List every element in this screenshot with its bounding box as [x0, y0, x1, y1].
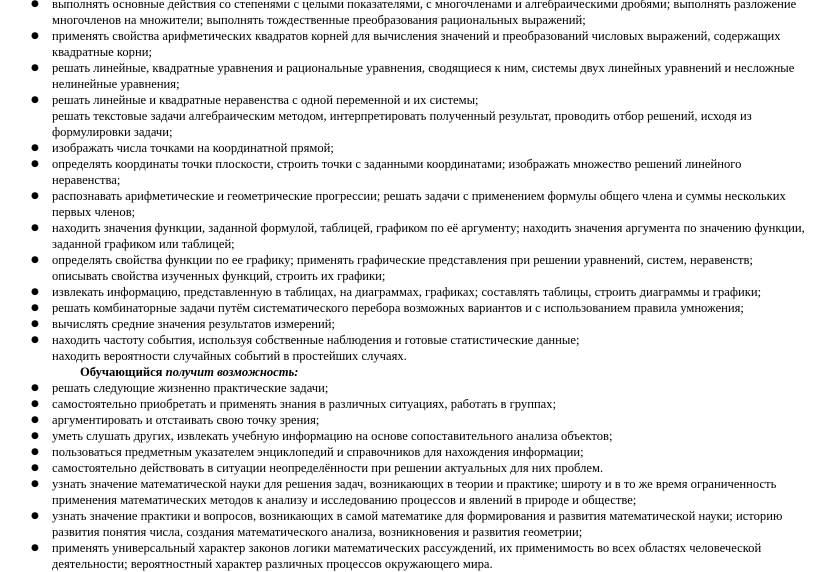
- list-item-continuation: решать текстовые задачи алгебраическим методом, интерпретировать полученный результат, проводить отбор решений, исходя из формулировки задачи;: [52, 109, 752, 139]
- list-item-text: применять универсальный характер законов логики математических рассуждений, их применимость во всех областях человеческой деятельности; вероятностный характер различных процессов окружающего мира.: [52, 541, 762, 571]
- list-item: [0, 284, 816, 300]
- list-item: [0, 188, 816, 220]
- list-item: [0, 316, 816, 332]
- bullet-icon: ●: [31, 287, 39, 297]
- list-item-text: находить значения функции, заданной формулой, таблицей, графиком по её аргументу; находить значения аргумента по значению функции, заданной графиком или таблицей;: [52, 221, 805, 251]
- list-item: [0, 476, 816, 508]
- list-item-text: узнать значение практики и вопросов, возникающих в самой математике для формирования и развития математической науки; историю развития понятия числа, создания математического анализа, возникновения и развития геометрии;: [52, 509, 783, 539]
- bullet-icon: ●: [31, 223, 39, 233]
- list-item-text: выполнять основные действия со степенями с целыми показателями, с многочленами и алгебраическими дробями; выполнять разложение многочленов на множители; выполнять тождественные преобразования рациональных выражений;: [52, 0, 797, 27]
- list-item-text: вычислять средние значения результатов измерений;: [52, 317, 336, 331]
- bullet-icon: ●: [31, 303, 39, 313]
- bullet-icon: ●: [31, 415, 39, 425]
- list-item: [0, 332, 816, 364]
- list-item: [0, 508, 816, 540]
- list-item: [0, 60, 816, 92]
- list-item: [0, 460, 816, 476]
- list-item-text: определять координаты точки плоскости, строить точки с заданными координатами; изображать множество решений линейного неравенства;: [52, 157, 742, 187]
- list-item-text: самостоятельно действовать в ситуации неопределённости при решении актуальных для них проблем.: [52, 461, 604, 475]
- bullet-icon: ●: [31, 463, 39, 473]
- bullet-icon: ●: [31, 255, 39, 265]
- list-item-text: находить частоту события, используя собственные наблюдения и готовые статистические данные;: [52, 333, 580, 347]
- heading-label: Обучающийся: [80, 365, 163, 379]
- bullet-icon: ●: [31, 447, 39, 457]
- list-item: [0, 540, 816, 572]
- list-item-text: решать линейные и квадратные неравенства с одной переменной и их системы;: [52, 93, 479, 107]
- list-item-text: аргументировать и отстаивать свою точку зрения;: [52, 413, 320, 427]
- bullet-icon: ●: [31, 335, 39, 345]
- list-item-text: уметь слушать других, извлекать учебную информацию на основе сопоставительного анализа объектов;: [52, 429, 613, 443]
- list-item-text: пользоваться предметным указателем энциклопедий и справочников для нахождения информации;: [52, 445, 584, 459]
- bullet-icon: ●: [31, 63, 39, 73]
- list-item: [0, 444, 816, 460]
- bullet-icon: ●: [31, 399, 39, 409]
- list-item-text: извлекать информацию, представленную в таблицах, на диаграммах, графиках; составлять таблицы, строить диаграммы и графики;: [52, 285, 762, 299]
- list-item-continuation: находить вероятности случайных событий в простейших случаях.: [52, 349, 407, 363]
- list-item: [0, 220, 816, 252]
- bullet-icon: ●: [31, 511, 39, 521]
- bullet-icon: ●: [31, 319, 39, 329]
- list-item-text: решать следующие жизненно практические задачи;: [52, 381, 329, 395]
- bullet-icon: ●: [31, 0, 39, 9]
- bullet-icon: ●: [31, 143, 39, 153]
- list-item: [0, 300, 816, 316]
- bullet-icon: ●: [31, 383, 39, 393]
- bullet-icon: ●: [31, 543, 39, 553]
- list-item-text: решать линейные, квадратные уравнения и рациональные уравнения, сводящиеся к ним, системы двух линейных уравнений и несложные нелинейные уравнения;: [52, 61, 795, 91]
- bullet-icon: ●: [31, 159, 39, 169]
- list-item-text: применять свойства арифметических квадратов корней для вычисления значений и преобразований числовых выражений, содержащих квадратные корни;: [52, 29, 781, 59]
- list-item: [0, 140, 816, 156]
- list-item-text: узнать значение математической науки для решения задач, возникающих в теории и практике; широту и в то же время ограниченность применения математических методов к анализу и исследованию процессов и явлений в природе и обществе;: [52, 477, 777, 507]
- list-item-text: самостоятельно приобретать и применять знания в различных ситуациях, работать в группах;: [52, 397, 557, 411]
- list-item: [0, 156, 816, 188]
- list-item: [0, 0, 816, 28]
- bullet-icon: ●: [31, 31, 39, 41]
- list-item: [0, 28, 816, 60]
- bullet-icon: ●: [31, 95, 39, 105]
- list-item: [0, 380, 816, 396]
- list-item-text: распознавать арифметические и геометрические прогрессии; решать задачи с применением формулы общего члена и суммы нескольких первых членов;: [52, 189, 786, 219]
- list-item-text: определять свойства функции по ее графику; применять графические представления при решении уравнений, систем, неравенств; описывать свойства изученных функций, строить их графики;: [52, 253, 753, 283]
- opportunities-list: [0, 380, 816, 572]
- list-item-text: изображать числа точками на координатной прямой;: [52, 141, 334, 155]
- list-item: [0, 412, 816, 428]
- list-item: [0, 428, 816, 444]
- bullet-icon: ●: [31, 191, 39, 201]
- list-item-text: решать комбинаторные задачи путём систематического перебора возможных вариантов и с использованием правила умножения;: [52, 301, 744, 315]
- section-heading: [0, 364, 816, 380]
- heading-emphasis: получит возможность:: [165, 365, 299, 379]
- list-item: [0, 396, 816, 412]
- bullet-icon: ●: [31, 431, 39, 441]
- list-item: [0, 252, 816, 284]
- list-item: [0, 92, 816, 140]
- bullet-icon: ●: [31, 479, 39, 489]
